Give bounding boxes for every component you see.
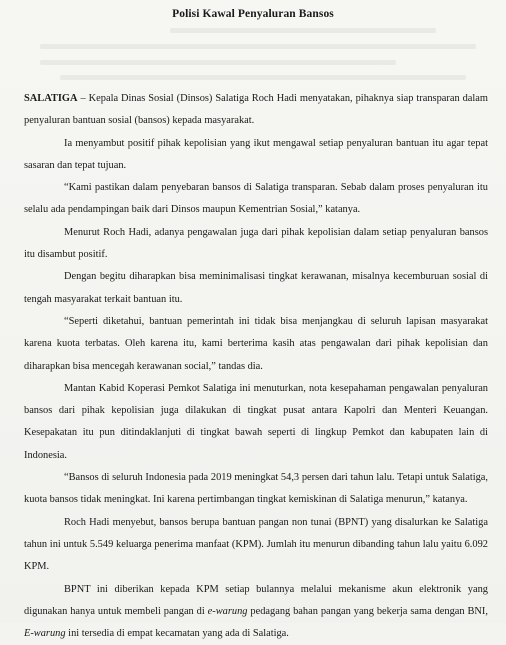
bleed-through-line <box>40 44 476 49</box>
paragraph-10 <box>24 579 488 645</box>
paragraph-5: Dengan begitu diharapkan bisa meminimalisasi tingkat kerawanan, misalnya kecemburuan sosial di tengah masyarakat terkait bantuan itu. <box>24 271 488 305</box>
bleed-through-line <box>60 75 466 80</box>
italic-term: e-warung <box>207 605 248 617</box>
paragraph-6: “Seperti diketahui, bantuan pemerintah ini tidak bisa menjangkau di seluruh lapisan masyarakat karena kuota terbatas. Oleh karena itu, kami berterima kasih atas pengawalan dari pihak kepolisian dan diharapkan bisa mencegah kerawanan social,” tandas dia. <box>24 315 488 372</box>
paragraph-8: “Bansos di seluruh Indonesia pada 2019 meningkat 54,3 persen dari tahun lalu. Tetapi untuk Salatiga, kuota bansos tidak meningkat. Ini karena pertimbangan tingkat kemiskinan di Salatiga menurun,” katanya. <box>24 472 488 506</box>
article-body <box>24 88 488 645</box>
paragraph-text: BPNT ini diberikan kepada KPM setiap bulannya melalui mekanisme akun elektronik yang digunakan hanya untuk membeli pangan di <box>24 583 488 617</box>
paragraph-1 <box>24 88 488 133</box>
paragraph-2: Ia menyambut positif pihak kepolisian yang ikut mengawal setiap penyaluran bantuan itu agar tepat sasaran dan tepat tujuan. <box>24 137 488 171</box>
paragraph-text: – Kepala Dinas Sosial (Dinsos) Salatiga Roch Hadi menyatakan, pihaknya siap transparan dalam penyaluran bantuan sosial (bansos) kepada masyarakat. <box>24 93 488 127</box>
dateline: SALATIGA <box>24 93 78 104</box>
document-title: Polisi Kawal Penyaluran Bansos <box>172 8 334 20</box>
paragraph-9: Roch Hadi menyebut, bansos berupa bantuan pangan non tunai (BPNT) yang disalurkan ke Salatiga tahun ini untuk 5.549 keluarga penerima manfaat (KPM). Jumlah itu menurun dibanding tahun lalu yaitu 6.092 KPM. <box>24 516 488 573</box>
bleed-through-line <box>40 60 396 65</box>
paragraph-text: pedagang bahan pangan yang bekerja sama dengan BNI, <box>247 605 488 617</box>
paragraph-4: Menurut Roch Hadi, adanya pengawalan juga dari pihak kepolisian dalam setiap penyaluran bansos itu disambut positif. <box>24 226 488 261</box>
bleed-through-line <box>170 28 436 33</box>
paragraph-text: ini tersedia di empat kecamatan yang ada di Salatiga. <box>65 628 289 640</box>
italic-term: E-warung <box>24 628 66 640</box>
paragraph-7: Mantan Kabid Koperasi Pemkot Salatiga ini menuturkan, nota kesepahaman pengawalan penyaluran bansos dari pihak kepolisian juga dilakukan di tingkat pusat antara Kapolri dan Menteri Keuangan. Kesepakatan itu pun ditindaklanjuti di tingkat bawah seperti di lingkup Pemkot dan kabupaten lain di Indonesia. <box>24 382 488 461</box>
paragraph-3: “Kami pastikan dalam penyebaran bansos di Salatiga transparan. Sebab dalam proses penyaluran itu selalu ada pendampingan baik dari Dinsos maupun Kementrian Sosial,” katanya. <box>24 182 488 216</box>
